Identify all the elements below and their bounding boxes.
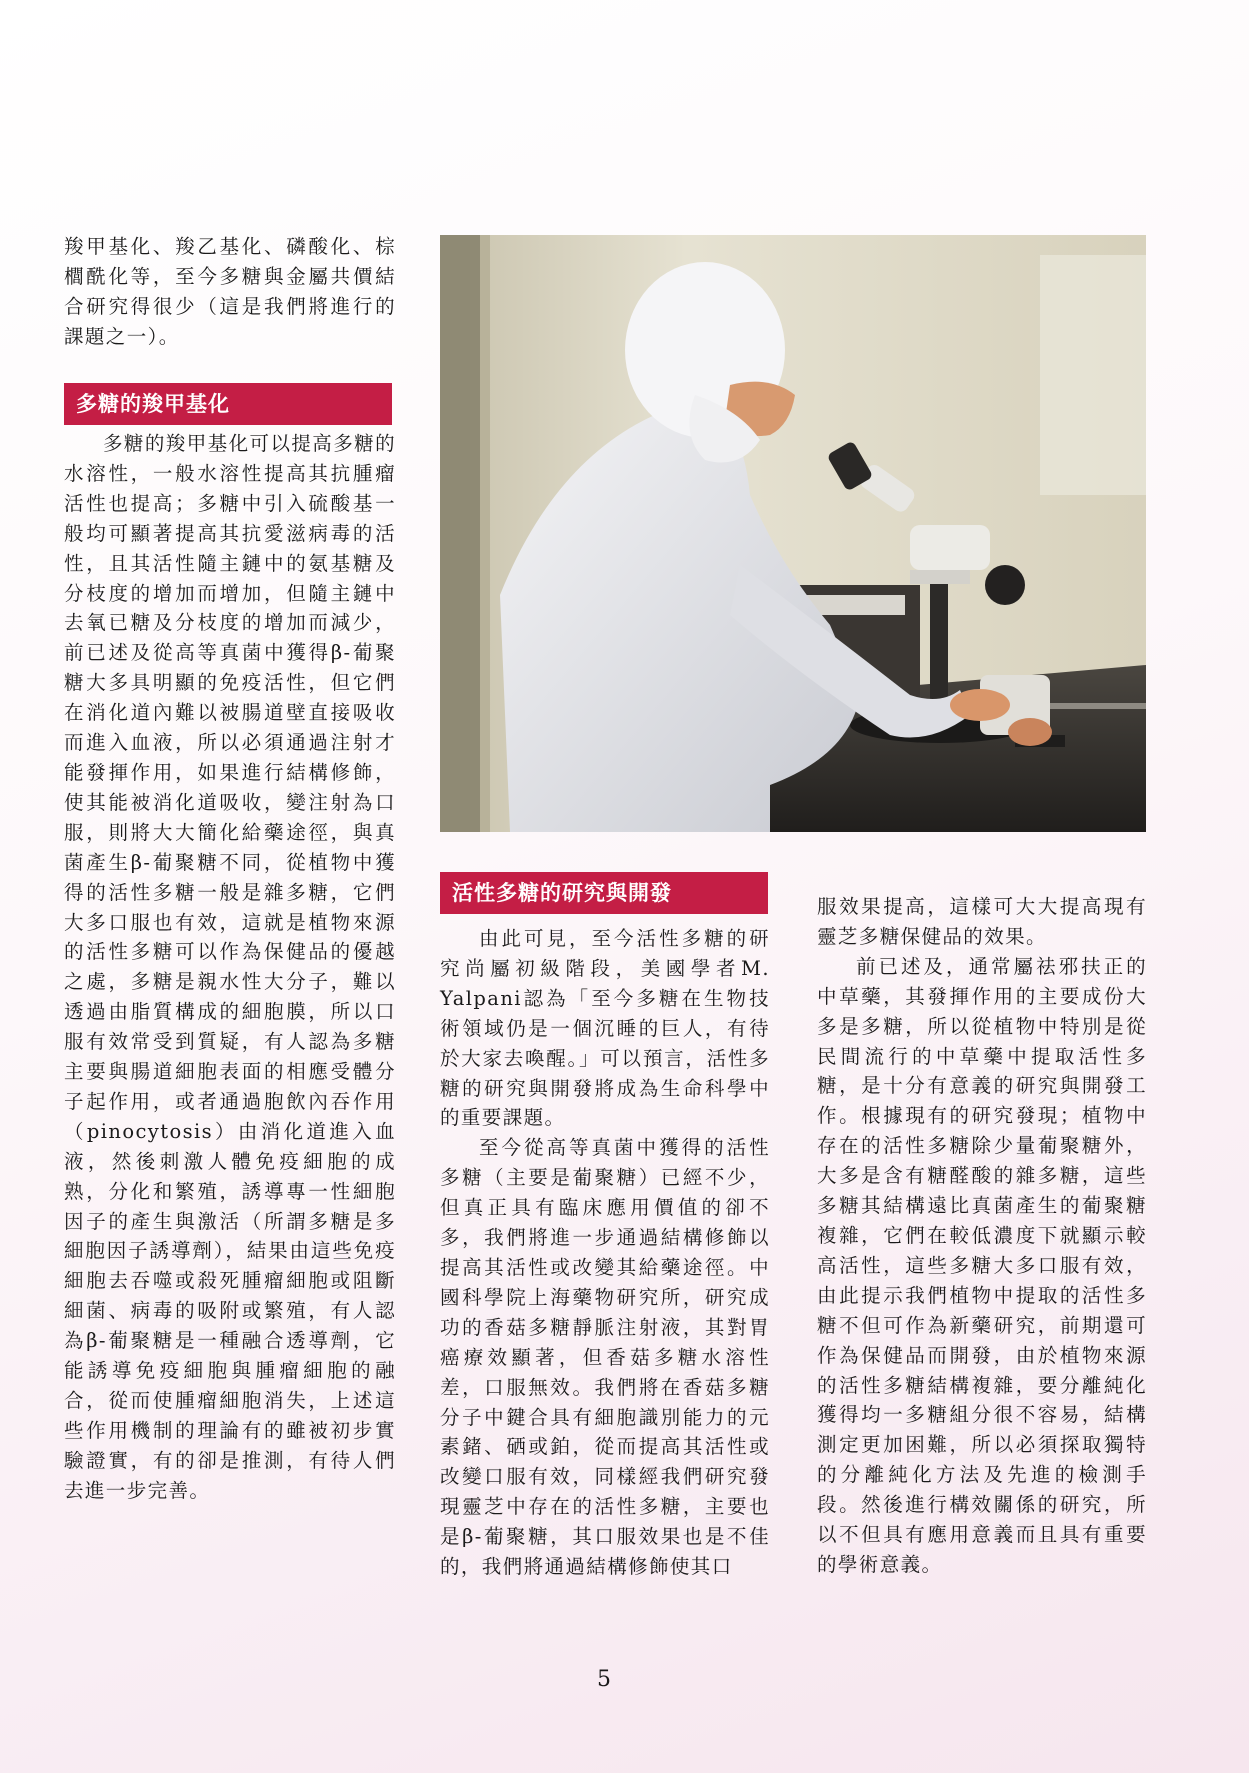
lab-photo <box>440 235 1146 832</box>
middle-column <box>440 924 770 1582</box>
section-2-paragraph-1: 由此可見，至今活性多糖的研究尚屬初級階段，美國學者M. Yalpani認為「至今多糖在生物技術領域仍是一個沉睡的巨人，有待於大家去喚醒。」可以預言，活性多糖的研究與開發將成為生命科學中的重要課題。 <box>440 927 770 1130</box>
section-1-paragraph: 多糖的羧甲基化可以提高多糖的水溶性，一般水溶性提高其抗腫瘤活性也提高；多糖中引入硫酸基一般均可顯著提高其抗愛滋病毒的活性，且其活性隨主鏈中的氨基糖及分枝度的增加而增加，但隨主鏈中去氧已糖及分枝度的增加而減少，前已述及從高等真菌中獲得β-葡聚糖大多具明顯的免疫活性，但它們在消化道內難以被腸道壁直接吸收而進入血液，所以必須通過注射才能發揮作用，如果進行結構修飾，使其能被消化道吸收，變注射為口服，則將大大簡化給藥途徑，與真菌產生β-葡聚糖不同，從植物中獲得的活性多糖一般是雜多糖，它們大多口服也有效，這就是植物來源的活性多糖可以作為保健品的優越之處，多糖是親水性大分子，難以透過由脂質構成的細胞膜，所以口服有效常受到質疑，有人認為多糖主要與腸道細胞表面的相應受體分子起作用，或者通過胞飲內吞作用（pinocytosis）由消化道進入血液，然後刺激人體免疫細胞的成熟，分化和繁殖，誘導專一性細胞因子的產生與激活（所謂多糖是多細胞因子誘導劑），結果由這些免疫細胞去吞噬或殺死腫瘤細胞或阻斷細菌、病毒的吸附或繁殖，有人認為β-葡聚糖是一種融合透導劑，它能誘導免疫細胞與腫瘤細胞的融合，從而使腫瘤細胞消失，上述這些作用機制的理論有的雖被初步實驗證實，有的卻是推測，有待人們去進一步完善。 <box>64 432 396 1502</box>
section-2-paragraph-2: 至今從高等真菌中獲得的活性多糖（主要是葡聚糖）已經不少，但真正具有臨床應用價值的卻不多，我們將進一步通過結構修飾以提高其活性或改變其給藥途徑。中國科學院上海藥物研究所，研究成功的香菇多糖靜脈注射液，其對胃癌療效顯著，但香菇多糖水溶性差，口服無效。我們將在香菇多糖分子中鍵合具有細胞識別能力的元素鍺、硒或鉑，從而提高其活性或改變口服有效，同樣經我們研究發現靈芝中存在的活性多糖，主要也是β-葡聚糖，其口服效果也是不佳的，我們將通過結構修飾使其口 <box>440 1136 770 1579</box>
section-heading-carboxymethylation: 多糖的羧甲基化 <box>64 383 392 425</box>
page-number: 5 <box>597 1667 611 1692</box>
intro-paragraph: 羧甲基化、羧乙基化、磷酸化、棕櫚酰化等，至今多糖與金屬共價結合研究得很少（這是我們將進行的課題之一）。 <box>64 235 396 348</box>
right-column <box>817 892 1147 1580</box>
right-paragraph-1: 服效果提高，這樣可大大提高現有靈芝多糖保健品的效果。 <box>817 895 1147 948</box>
left-column <box>64 232 396 1652</box>
section-heading-research-development: 活性多糖的研究與開發 <box>440 872 768 914</box>
right-paragraph-2: 前已述及，通常屬祛邪扶正的中草藥，其發揮作用的主要成份大多是多糖，所以從植物中特別是從民間流行的中草藥中提取活性多糖，是十分有意義的研究與開發工作。根據現有的研究發現；植物中存在的活性多糖除少量葡聚糖外，大多是含有糖醛酸的雜多糖，這些多糖其結構遠比真菌產生的葡聚糖複雜，它們在較低濃度下就顯示較高活性，這些多糖大多口服有效，由此提示我們植物中提取的活性多糖不但可作為新藥研究，前期還可作為保健品而開發，由於植物來源的活性多糖結構複雜，要分離純化獲得均一多糖組分很不容易，結構測定更加困難，所以必須探取獨特的分離純化方法及先進的檢測手段。然後進行構效關係的研究，所以不但具有應用意義而且具有重要的學術意義。 <box>817 954 1147 1576</box>
